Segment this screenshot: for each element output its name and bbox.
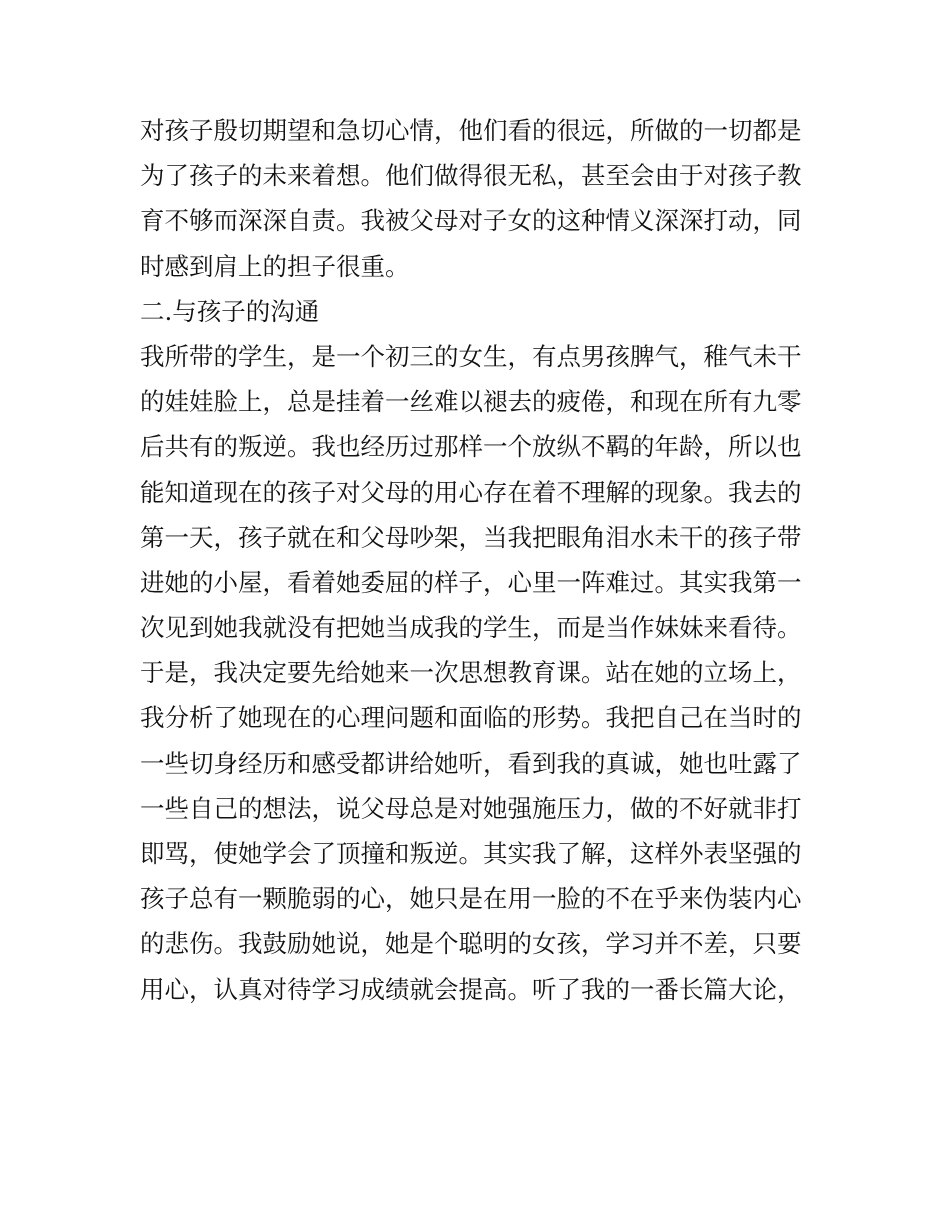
text-line: 的娃娃脸上，总是挂着一丝难以褪去的疲倦，和现在所有九零	[140, 387, 802, 417]
text-line: 次见到她我就没有把她当成我的学生，而是当作妹妹来看待。	[140, 613, 802, 643]
text-line: 一些切身经历和感受都讲给她听，看到我的真诚，她也吐露了	[140, 748, 802, 778]
text-line: 我所带的学生，是一个初三的女生，有点男孩脾气，稚气未干	[140, 341, 802, 371]
body-text	[140, 108, 820, 1012]
text-line: 用心，认真对待学习成绩就会提高。听了我的一番长篇大论，	[140, 974, 802, 1004]
text-line: 第一天，孩子就在和父母吵架，当我把眼角泪水未干的孩子带	[140, 522, 802, 552]
text-line: 的悲伤。我鼓励她说，她是个聪明的女孩，学习并不差，只要	[140, 929, 802, 959]
text-line: 即骂，使她学会了顶撞和叛逆。其实我了解，这样外表坚强的	[140, 839, 802, 868]
text-line: 我分析了她现在的心理问题和面临的形势。我把自己在当时的	[140, 703, 802, 733]
text-line: 于是，我决定要先给她来一次思想教育课。站在她的立场上，	[140, 658, 802, 688]
text-line: 为了孩子的未来着想。他们做得很无私，甚至会由于对孩子教	[140, 161, 802, 191]
text-line: 对孩子殷切期望和急切心情，他们看的很远，所做的一切都是	[140, 116, 802, 145]
text-line: 孩子总有一颗脆弱的心，她只是在用一脸的不在乎来伪装内心	[140, 884, 802, 914]
text-line: 后共有的叛逆。我也经历过那样一个放纵不羁的年龄，所以也	[140, 432, 802, 462]
text-line: 能知道现在的孩子对父母的用心存在着不理解的现象。我去的	[140, 477, 802, 507]
text-line: 进她的小屋，看着她委屈的样子，心里一阵难过。其实我第一	[140, 567, 802, 597]
section-heading: 二.与孩子的沟通	[140, 296, 320, 326]
text-line: 时感到肩上的担子很重。	[140, 251, 410, 281]
text-line: 育不够而深深自责。我被父母对子女的这种情义深深打动，同	[140, 206, 802, 236]
text-line: 一些自己的想法，说父母总是对她强施压力，做的不好就非打	[140, 793, 802, 823]
